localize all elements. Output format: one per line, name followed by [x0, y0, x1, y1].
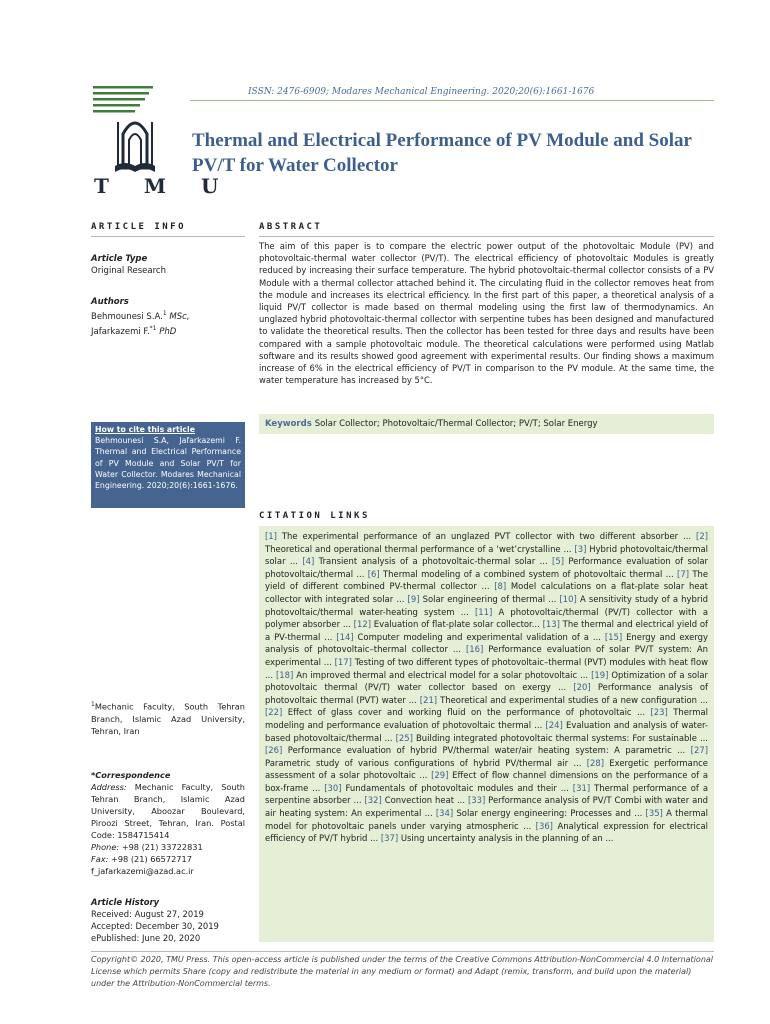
citation-link-number[interactable]: [23] — [650, 707, 668, 718]
abstract-divider — [259, 236, 714, 237]
citation-link-text: The experimental performance of an unglazed PVT collector with two different absorber ... — [276, 531, 697, 541]
citation-link-text: Model calculations on a flat-plate solar heat collector with integrated solar ... — [265, 581, 708, 604]
citation-link-text: Building integrated photovoltaic thermal systems: For sustainable ... — [412, 732, 708, 743]
citation-link-number[interactable]: [10] — [559, 593, 577, 604]
how-to-cite-heading[interactable]: How to cite this article — [95, 425, 196, 434]
citation-link-text: Solar energy engineering: Processes and ... — [453, 808, 646, 819]
citation-link-number[interactable]: [4] — [302, 556, 315, 567]
citation-link-text: Transient analysis of a photovoltaic-thermal solar ... — [314, 556, 553, 567]
citation-link-text: Convection heat ... — [381, 795, 468, 806]
citation-link-text: Thermal modeling of a combined system of photovoltaic thermal ... — [379, 568, 678, 579]
correspondence-phone — [91, 841, 245, 853]
correspondence-heading: *Correspondence — [91, 770, 171, 780]
citation-link-text: A sensitivity study of a hybrid photovoltaic/thermal water-heating system ... — [265, 593, 708, 617]
citation-link-text: The thermal and electrical yield of a PV-thermal ... — [265, 619, 708, 642]
citation-link-text: Effect of flow channel dimensions on the performance of a box-frame ... — [265, 770, 708, 793]
citation-link-number[interactable]: [3] — [574, 543, 587, 554]
citation-link-number[interactable]: [1] — [265, 531, 277, 541]
author-2-sup: *1 — [149, 324, 157, 332]
citation-link-number[interactable]: [19] — [591, 669, 609, 680]
citation-link-number[interactable]: [9] — [407, 593, 420, 604]
author-1 — [91, 308, 190, 323]
footer-divider — [91, 951, 714, 952]
phone-text: +98 (21) 33722831 — [121, 842, 203, 852]
citation-link-number[interactable]: [7] — [677, 568, 689, 579]
citation-link-text: Performance evaluation of solar PV/T system: An experimental ... — [265, 644, 708, 667]
affiliation-text: Mechanic Faculty, South Tehran Branch, Islamic Azad University, Tehran, Iran — [91, 701, 245, 736]
citation-links-heading: CITATION LINKS — [259, 511, 370, 521]
citation-link-number[interactable]: [32] — [364, 795, 382, 806]
received-date: Received: August 27, 2019 — [91, 909, 204, 919]
accepted-date: Accepted: December 30, 2019 — [91, 921, 219, 931]
correspondence-block — [91, 769, 245, 877]
article-title: Thermal and Electrical Performance of PV Module and Solar PV/T for Water Collector — [192, 130, 692, 176]
citation-links-box — [259, 526, 714, 942]
how-to-cite-box — [91, 422, 245, 508]
author-1-name: Behmounesi S.A. — [91, 311, 163, 322]
article-type-label: Article Type — [91, 254, 148, 264]
author-1-sup: 1 — [162, 310, 167, 317]
citation-link-number[interactable]: [15] — [604, 631, 623, 642]
citation-link-number[interactable]: [24] — [545, 719, 563, 730]
citation-link-text: Effect of glass cover and working fluid on the performance of photovoltaic ... — [282, 707, 651, 718]
address-text: Mechanic Faculty, South Tehran Branch, Islamic Azad University, Aboozar Boulevard, Piroozi Street, Tehran, Iran. Postal Code: 1584715414 — [91, 782, 245, 840]
citation-link-text: Analytical expression for electrical efficiency of PV/T hybrid ... — [265, 820, 708, 844]
citation-link-text: Thermal modeling and performance evaluation of photovoltaic thermal ... — [265, 707, 708, 730]
citation-link-number[interactable]: [5] — [552, 556, 564, 567]
citation-link-number[interactable]: [25] — [395, 732, 413, 743]
phone-label: Phone: — [91, 842, 120, 852]
article-history-block — [91, 896, 219, 944]
citation-link-text: Performance evaluation of hybrid PV/thermal water/air heating system: A parametric ... — [282, 745, 691, 756]
keywords-text: Solar Collector; Photovoltaic/Thermal Collector; PV/T; Solar Energy — [314, 419, 598, 429]
author-2-degree: PhD — [159, 326, 177, 337]
citation-link-text: Performance evaluation of solar photovoltaic/thermal ... — [265, 556, 709, 579]
article-type-block — [91, 253, 166, 277]
article-type-value: Original Research — [91, 266, 166, 276]
citation-link-text: Evaluation and analysis of water-based photovoltaic/thermal ... — [265, 719, 708, 743]
keywords-label: Keywords — [265, 419, 312, 429]
citation-link-text: Thermal performance of a serpentine absorber ... — [265, 782, 708, 806]
citation-link-text: Using uncertainty analysis in the planning of an ... — [398, 833, 614, 844]
citation-link-text: Performance analysis of photovoltaic thermal (PVT) water ... — [265, 682, 708, 705]
citation-link-number[interactable]: [27] — [690, 745, 708, 756]
citation-link-number[interactable]: [26] — [265, 745, 283, 756]
citation-link-text: Optimization of a solar photovoltaic thermal (PV/T) water collector based on exergy ... — [265, 669, 708, 693]
citation-link-text: A photovoltaic/thermal (PV/T) collector with a polymer absorber ... — [265, 606, 708, 630]
citation-link-number[interactable]: [11] — [474, 606, 493, 617]
citation-link-number[interactable]: [8] — [494, 581, 507, 592]
article-history-heading: Article History — [91, 897, 160, 907]
citation-link-text: An improved thermal and electrical model for a solar photovoltaic ... — [293, 669, 592, 680]
citation-link-number[interactable]: [34] — [435, 808, 454, 819]
citation-link-number[interactable]: [2] — [696, 531, 708, 541]
authors-block — [91, 296, 190, 338]
author-2-name: Jafarkazemi F. — [91, 326, 150, 337]
author-2 — [91, 323, 190, 338]
citation-link-number[interactable]: [29] — [431, 770, 449, 781]
header-divider — [190, 100, 714, 101]
citation-link-text: Energy and exergy analysis of photovoltaic–thermal collector ... — [265, 631, 708, 655]
abstract-text: The aim of this paper is to compare the electric power output of the photovoltaic Module (PV) and photovoltaic-thermal water collector (PV/T). The electrical efficiency of photovoltaic Modules is greatly reduced by increasing their surface temperature. The hybrid photovoltaic-thermal collector consists of a PV Module with a thermal collector attached behind it. The circulating fluid in the collector removes heat from the module and increases its electrical efficiency. In the first part of this paper, a theoretical analysis of a liquid PV/T collector is made based on thermal modeling using the first law of thermodynamics. An unglazed hybrid photovoltaic-thermal collector with serpentine tubes has been designed and manufactured to validate the theoretical results. Then the collector has been tested for three days and results have been compared with a sample photovoltaic module. The theoretical calculations were performed using Matlab software and its results showed good agreement with experimental results. Our finding shows a maximum increase of 6% in the electrical efficiency of PV/T in comparison to the PV module. At the same time, the water temperature has increased by 5°C. — [259, 241, 714, 386]
citation-link-number[interactable]: [16] — [465, 644, 484, 655]
article-info-divider — [91, 236, 245, 237]
citation-link-text: Fundamentals of photovoltaic modules and their ... — [341, 782, 573, 793]
citation-links-list — [265, 531, 708, 843]
citation-link-text: Testing of two different types of photovoltaic–thermal (PVT) modules with heat flow ... — [265, 656, 709, 680]
authors-label: Authors — [91, 297, 129, 307]
affiliation-sup: 1 — [91, 701, 95, 708]
citation-link-number[interactable]: [18] — [276, 669, 294, 680]
journal-issn: ISSN: 2476-6909; Modares Mechanical Engineering. 2020;20(6):1661-1676 — [248, 87, 595, 97]
citation-link-text: Solar engineering of thermal ... — [419, 593, 560, 604]
correspondence-address — [91, 781, 245, 841]
citation-link-number[interactable]: [31] — [572, 782, 591, 793]
logo-wordmark: T M U — [94, 174, 233, 198]
correspondence-fax — [91, 853, 245, 865]
citation-link-number[interactable]: [13] — [542, 619, 560, 630]
copyright-footer: Copyright© 2020, TMU Press. This open-access article is published under the terms of the Creative Commons Attribution-NonCommercial 4.0 International License which permits Share (copy and redistribute the material in any medium or format) and Adapt (remix, transform, and build upon the material) under the Attribution-NonCommercial terms. — [91, 955, 714, 988]
citation-link-text: Theoretical and operational thermal performance of a ‘wet’crystalline ... — [265, 543, 575, 554]
citation-link-number[interactable]: [37] — [380, 833, 399, 844]
correspondence-email[interactable]: f_jafarkazemi@azad.ac.ir — [91, 866, 194, 876]
citation-link-text: Exergetic performance assessment of a solar photovoltaic ... — [265, 757, 708, 781]
citation-link-number[interactable]: [6] — [367, 568, 380, 579]
citation-link-number[interactable]: [35] — [645, 808, 663, 819]
published-date: ePublished: June 20, 2020 — [91, 933, 201, 943]
affiliation — [91, 699, 245, 737]
citation-link-number[interactable]: [33] — [467, 795, 486, 806]
citation-link-number[interactable]: [22] — [265, 707, 283, 718]
citation-link-number[interactable]: [20] — [573, 682, 591, 693]
citation-link-number[interactable]: [28] — [586, 757, 605, 768]
citation-link-text: Theoretical and experimental studies of a new configuration ... — [437, 694, 708, 705]
citation-link-number[interactable]: [12] — [353, 619, 371, 630]
how-to-cite-text: Behmounesi S.A, Jafarkazemi F. Thermal and Electrical Performance of PV Module and Solar PV/T for Water Collector. Modares Mechanical Engineering. 2020;20(6):1661-1676. — [95, 436, 241, 491]
article-info-heading: ARTICLE INFO — [91, 222, 187, 232]
abstract-heading: ABSTRACT — [259, 222, 323, 232]
citation-link-text: Performance analysis of PV/T Combi with water and air heating system: An experimental ... — [265, 795, 708, 819]
citation-link-text: Computer modeling and experimental validation of a ... — [353, 631, 605, 642]
keywords-box — [259, 414, 714, 434]
fax-text: +98 (21) 66572717 — [110, 854, 192, 864]
citation-link-text: The yield of different combined PV-thermal collector ... — [265, 568, 709, 592]
citation-link-text: Evaluation of flat-plate solar collector... — [371, 619, 543, 630]
citation-link-number[interactable]: [36] — [535, 820, 553, 831]
citation-link-number[interactable]: [21] — [419, 694, 438, 705]
citation-link-number[interactable]: [14] — [336, 631, 354, 642]
citation-link-number[interactable]: [17] — [334, 656, 352, 667]
citation-link-text: A thermal model for photovoltaic panels under varying atmospheric ... — [265, 808, 708, 831]
author-1-degree: MSc, — [169, 311, 190, 322]
citation-link-text: Parametric study of various configurations of hybrid PV/thermal air ... — [265, 757, 587, 768]
citation-link-number[interactable]: [30] — [324, 782, 342, 793]
fax-label: Fax: — [91, 854, 109, 864]
citation-link-text: Hybrid photovoltaic/thermal solar ... — [265, 543, 708, 567]
address-label: Address: — [91, 782, 127, 792]
